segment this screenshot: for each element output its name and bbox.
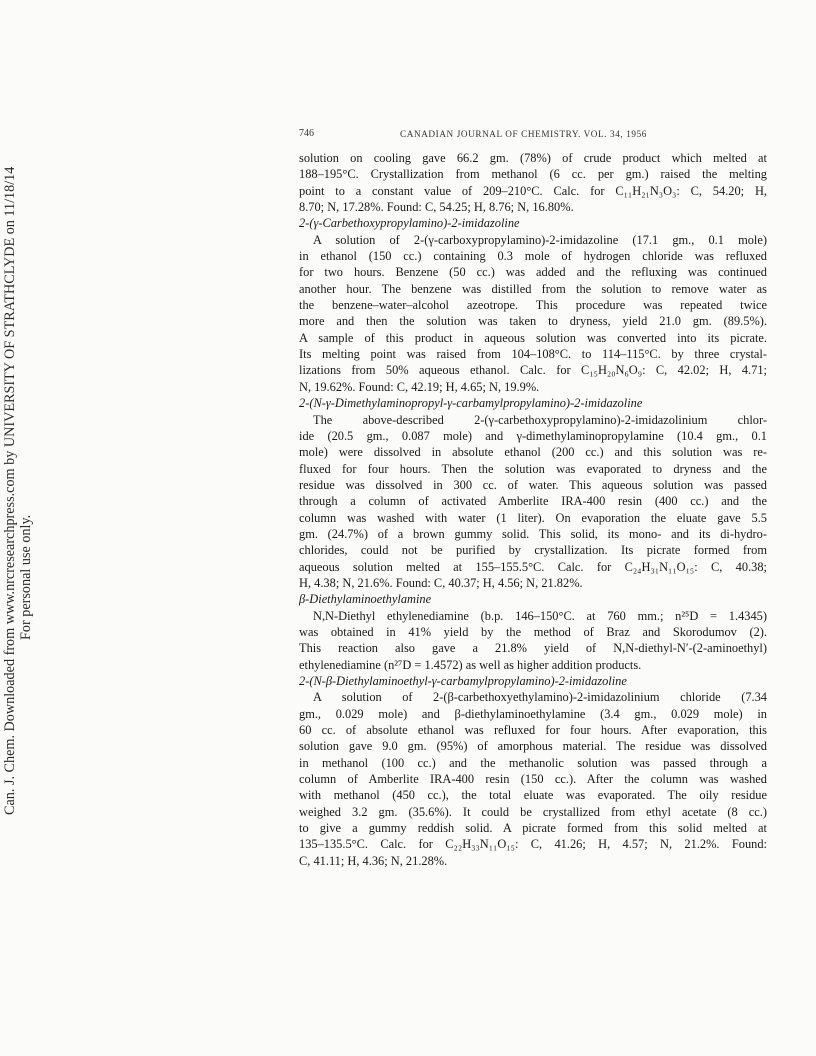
text-line: 188–195°C. Crystallization from methanol (6 cc. per gm.) raised the melting bbox=[299, 167, 767, 182]
text-line: ide (20.5 gm., 0.087 mole) and γ-dimethylaminopropylamine (10.4 gm., 0.1 bbox=[299, 428, 767, 443]
text-line: A solution of 2-(β-carbethoxyethylamino)-2-imidazolinium chloride (7.34 bbox=[313, 690, 767, 705]
text-line: solution gave 9.0 gm. (95%) of amorphous material. The residue was dissolved bbox=[299, 739, 767, 754]
text-line: mole) were dissolved in absolute ethanol (200 cc.) and this solution was re- bbox=[299, 445, 767, 460]
text-line: 60 cc. of absolute ethanol was refluxed for four hours. After evaporation, this bbox=[299, 723, 767, 738]
section-heading: 2-(γ-Carbethoxypropylamino)-2-imidazoline bbox=[299, 216, 520, 231]
text-line: gm. (24.7%) of a brown gummy solid. This solid, its mono- and its di-hydro- bbox=[299, 526, 767, 541]
text-line: was obtained in 41% yield by the method of Braz and Skorodumov (2). bbox=[299, 624, 767, 639]
text-line: to give a gummy reddish solid. A picrate formed from this solid melted at bbox=[299, 821, 767, 836]
text-line: C, 41.11; H, 4.36; N, 21.28%. bbox=[299, 853, 448, 868]
article-body bbox=[299, 150, 767, 869]
text-line: N,N-Diethyl ethylenediamine (b.p. 146–150°C. at 760 mm.; n²⁵D = 1.4345) bbox=[313, 608, 767, 623]
text-line: point to a constant value of 209–210°C. Calc. for C₁₁H₂₁N₃O₃: C, 54.20; H, bbox=[299, 183, 767, 198]
text-line: with methanol (450 cc.), the total eluate was evaporated. The oily residue bbox=[299, 788, 767, 803]
watermark-line-1: Can. J. Chem. Downloaded from www.nrcresearchpress.com by UNIVERSITY OF STRATHCLYDE on 11/18/14 bbox=[2, 166, 18, 815]
text-line: the benzene–water–alcohol azeotrope. This procedure was repeated twice bbox=[299, 298, 767, 313]
text-line: lizations from 50% aqueous ethanol. Calc. for C₁₅H₂₀N₆O₉: C, 42.02; H, 4.71; bbox=[299, 363, 767, 378]
text-line: A solution of 2-(γ-carboxypropylamino)-2-imidazoline (17.1 gm., 0.1 mole) bbox=[313, 232, 767, 247]
text-line: gm., 0.029 mole) and β-diethylaminoethylamine (3.4 gm., 0.029 mole) in bbox=[299, 706, 767, 721]
text-line: N, 19.62%. Found: C, 42.19; H, 4.65; N, 19.9%. bbox=[299, 379, 540, 394]
text-line: column of Amberlite IRA-400 resin (150 cc.). After the column was washed bbox=[299, 772, 767, 787]
download-watermark bbox=[2, 166, 34, 815]
section-heading: 2-(N-γ-Dimethylaminopropyl-γ-carbamylpropylamino)-2-imidazoline bbox=[299, 396, 643, 411]
text-line: The above-described 2-(γ-carbethoxypropylamino)-2-imidazolinium chlor- bbox=[313, 412, 767, 427]
text-line: solution on cooling gave 66.2 gm. (78%) of crude product which melted at bbox=[299, 151, 767, 165]
text-line: through a column of activated Amberlite IRA-400 resin (400 cc.) and the bbox=[299, 494, 767, 509]
text-line: in methanol (100 cc.) and the methanolic solution was passed through a bbox=[299, 755, 767, 770]
text-line: weighed 3.2 gm. (35.6%). It could be crystallized from ethyl acetate (8 cc.) bbox=[299, 804, 767, 819]
journal-title: CANADIAN JOURNAL OF CHEMISTRY. VOL. 34, 1956 bbox=[400, 129, 647, 139]
text-line: fluxed for four hours. Then the solution was evaporated to dryness and the bbox=[299, 461, 767, 476]
text-line: aqueous solution melted at 155–155.5°C. Calc. for C₂₄H₃₁N₁₁O₁₅: C, 40.38; bbox=[299, 559, 767, 574]
section-heading: 2-(N-β-Diethylaminoethyl-γ-carbamylpropylamino)-2-imidazoline bbox=[299, 674, 627, 688]
text-line: for two hours. Benzene (50 cc.) was added and the refluxing was continued bbox=[299, 265, 767, 280]
text-line: more and then the solution was taken to dryness, yield 21.0 gm. (89.5%). bbox=[299, 314, 767, 329]
text-line: ethylenediamine (n²⁷D = 1.4572) as well as higher addition products. bbox=[299, 657, 642, 672]
text-line: column was washed with water (1 liter). On evaporation the eluate gave 5.5 bbox=[299, 510, 767, 525]
text-line: chlorides, could not be purified by crystallization. Its picrate formed from bbox=[299, 543, 767, 558]
text-line: A sample of this product in aqueous solution was converted into its picrate. bbox=[299, 330, 767, 345]
text-line: 8.70; N, 17.28%. Found: C, 54.25; H, 8.76; N, 16.80%. bbox=[299, 200, 574, 215]
text-line: 135–135.5°C. Calc. for C₂₂H₃₃N₁₁O₁₅: C, 41.26; H, 4.57; N, 21.2%. Found: bbox=[299, 837, 767, 852]
text-line: H, 4.38; N, 21.6%. Found: C, 40.37; H, 4.56; N, 21.82%. bbox=[299, 575, 583, 590]
text-line: Its melting point was raised from 104–108°C. to 114–115°C. by three crystal- bbox=[299, 347, 767, 362]
section-heading: β-Diethylaminoethylamine bbox=[299, 592, 432, 607]
page-number: 746 bbox=[299, 128, 314, 139]
watermark-line-2: For personal use only. bbox=[18, 514, 34, 640]
text-line: in ethanol (150 cc.) containing 0.3 mole of hydrogen chloride was refluxed bbox=[299, 249, 767, 264]
text-line: This reaction also gave a 21.8% yield of N,N-diethyl-N′-(2-aminoethyl) bbox=[299, 641, 767, 656]
text-line: residue was dissolved in 300 cc. of water. This aqueous solution was passed bbox=[299, 477, 767, 492]
text-line: another hour. The benzene was distilled from the solution to remove water as bbox=[299, 281, 767, 296]
